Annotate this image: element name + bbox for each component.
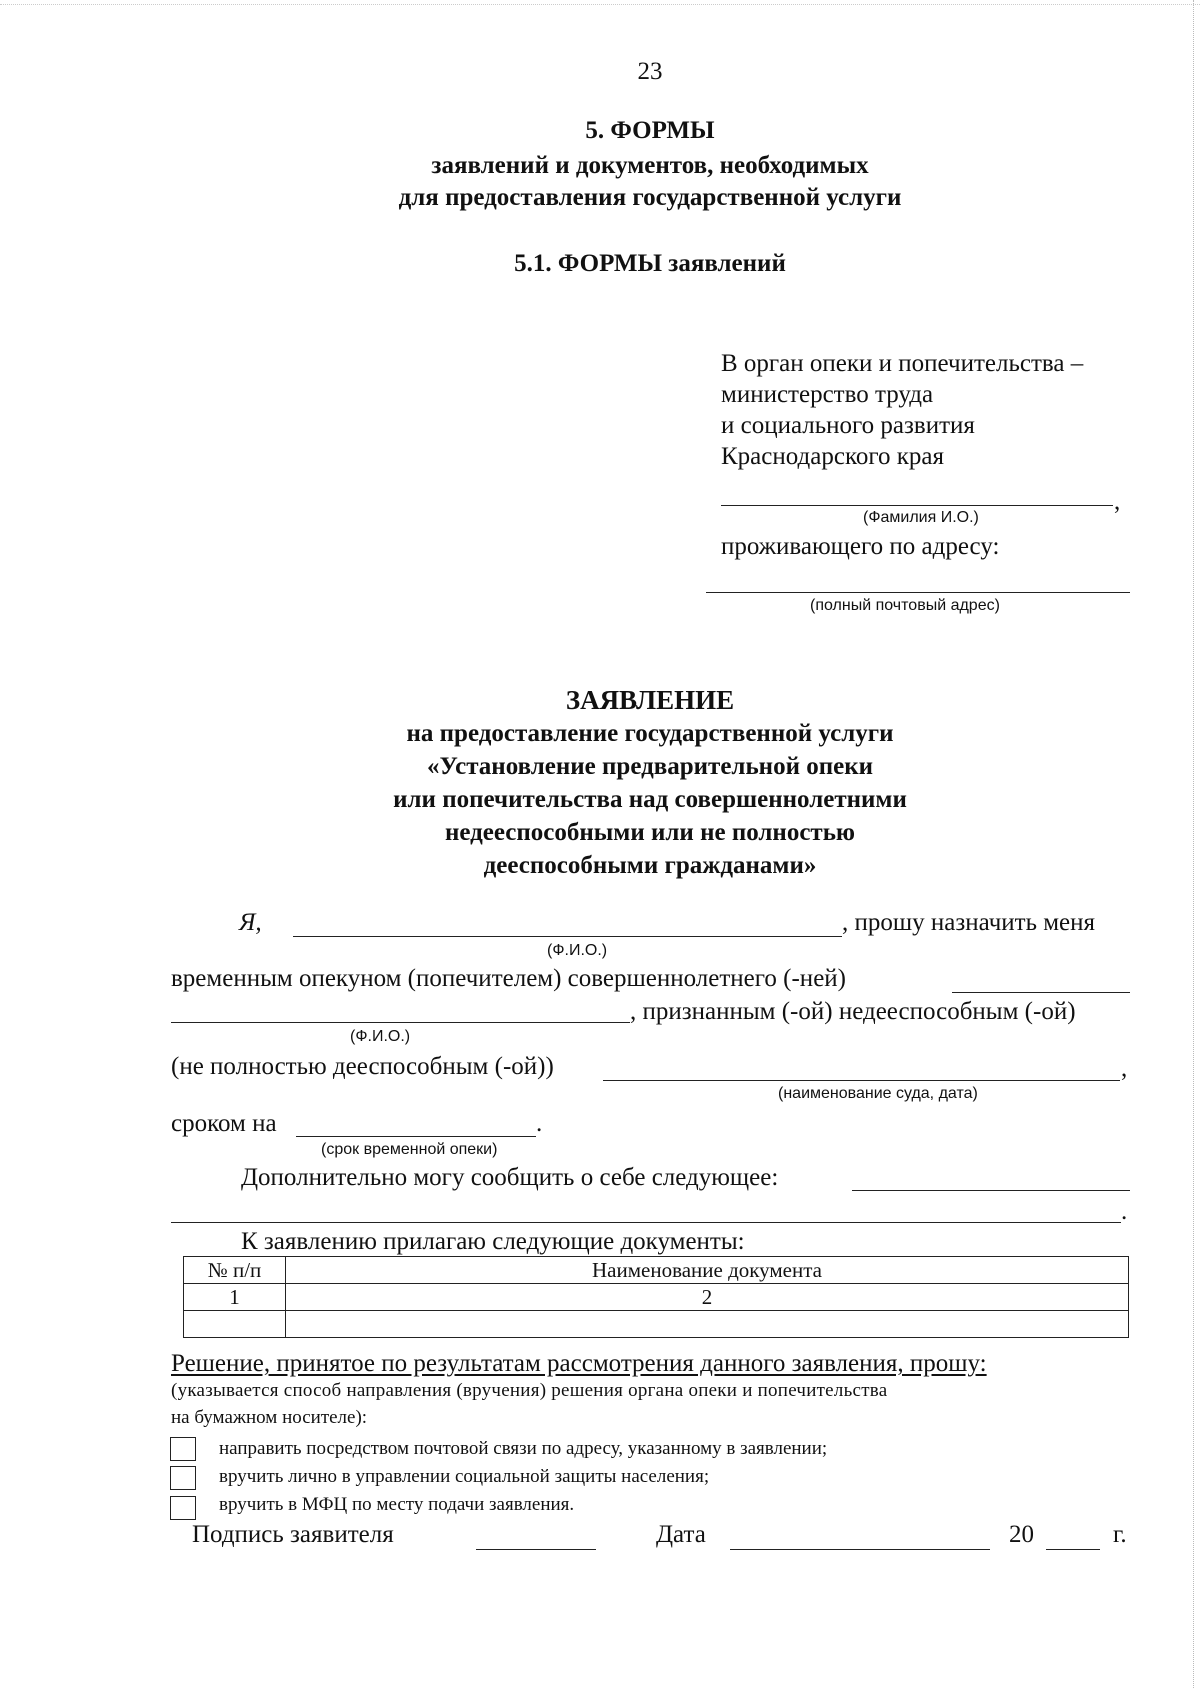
option-mail-checkbox[interactable] bbox=[170, 1437, 196, 1461]
header-number: № п/п bbox=[184, 1257, 286, 1284]
section-title: 5. ФОРМЫ bbox=[585, 117, 715, 144]
table-row bbox=[184, 1284, 1129, 1311]
title-line-4: или попечительства над совершеннолетними bbox=[393, 786, 907, 813]
title-line-5: недееспособными или не полностью bbox=[444, 819, 856, 846]
document-title: ЗАЯВЛЕНИЕ bbox=[565, 685, 735, 715]
option-in-person-checkbox[interactable] bbox=[170, 1466, 196, 1490]
addressee-line-1: В орган опеки и попечительства – bbox=[721, 350, 1084, 377]
table-cell: 1 bbox=[184, 1284, 286, 1311]
decision-note-1: (указывается способ направления (вручения) решения органа опеки и попечительства bbox=[171, 1380, 888, 1401]
title-line-2: на предоставление государственной услуги bbox=[406, 720, 894, 747]
title-line-6: дееспособными гражданами» bbox=[483, 852, 817, 879]
decision-heading: Решение, принятое по результатам рассмотрения данного заявления, прошу: bbox=[171, 1350, 987, 1377]
addressee-line-4: Краснодарского края bbox=[721, 443, 944, 470]
date-line bbox=[730, 1549, 990, 1550]
name-comma: , bbox=[1114, 488, 1121, 515]
term-label: сроком на bbox=[171, 1110, 277, 1137]
fio-caption-2: (Ф.И.О.) bbox=[350, 1028, 411, 1045]
address-label: проживающего по адресу: bbox=[721, 533, 1000, 560]
term-period: . bbox=[536, 1110, 543, 1137]
year-suffix: г. bbox=[1113, 1521, 1127, 1548]
subsection-title: 5.1. ФОРМЫ заявлений bbox=[514, 250, 786, 277]
additional-line-1 bbox=[852, 1190, 1130, 1191]
header-document-name: Наименование документа bbox=[286, 1257, 1129, 1284]
table-cell: 2 bbox=[286, 1284, 1129, 1311]
option-mfc-label: вручить в МФЦ по месту подачи заявления. bbox=[219, 1494, 575, 1515]
documents-table bbox=[183, 1256, 1129, 1338]
attach-text: К заявлению прилагаю следующие документы: bbox=[241, 1228, 745, 1255]
table-cell bbox=[286, 1311, 1129, 1338]
additional-line-2 bbox=[171, 1222, 1121, 1223]
not-fully-text: (не полностью дееспособным (-ой)) bbox=[171, 1053, 554, 1080]
court-line bbox=[603, 1080, 1120, 1081]
section-subtitle-1: заявлений и документов, необходимых bbox=[431, 152, 869, 179]
option-mail-label: направить посредством почтовой связи по адресу, указанному в заявлении; bbox=[219, 1438, 828, 1459]
term-caption: (срок временной опеки) bbox=[321, 1141, 498, 1158]
decision-note-2: на бумажном носителе): bbox=[171, 1407, 368, 1428]
title-line-3: «Установление предварительной опеки bbox=[426, 753, 874, 780]
table-header-row bbox=[184, 1257, 1129, 1284]
ya-label: Я, bbox=[239, 909, 262, 936]
request-text: , прошу назначить меня bbox=[842, 909, 1096, 936]
ward-line-1 bbox=[952, 992, 1130, 993]
additional-end-period: . bbox=[1121, 1198, 1128, 1225]
term-line bbox=[296, 1136, 536, 1137]
option-in-person-label: вручить лично в управлении социальной защиты населения; bbox=[219, 1466, 710, 1487]
scan-edge-top bbox=[0, 4, 1200, 5]
address-caption: (полный почтовый адрес) bbox=[810, 597, 1000, 614]
signature-line bbox=[476, 1549, 596, 1550]
recognized-text: , признанным (-ой) недееспособным (-ой) bbox=[630, 998, 1076, 1025]
addressee-line-3: и социального развития bbox=[721, 412, 975, 439]
table-cell bbox=[184, 1311, 286, 1338]
year-line bbox=[1046, 1549, 1100, 1550]
year-prefix: 20 bbox=[1009, 1521, 1034, 1548]
court-comma: , bbox=[1121, 1055, 1128, 1082]
addressee-line-2: министерство труда bbox=[721, 381, 934, 408]
additional-text: Дополнительно могу сообщить о себе следующее: bbox=[241, 1164, 779, 1191]
temp-guardian-text: временным опекуном (попечителем) совершеннолетнего (-ней) bbox=[171, 965, 846, 992]
date-label: Дата bbox=[656, 1521, 706, 1548]
section-subtitle-2: для предоставления государственной услуги bbox=[398, 184, 902, 211]
page-number: 23 bbox=[637, 58, 663, 85]
name-caption: (Фамилия И.О.) bbox=[863, 509, 979, 526]
name-fill-line bbox=[721, 505, 1113, 506]
court-caption: (наименование суда, дата) bbox=[778, 1085, 978, 1102]
fio-caption: (Ф.И.О.) bbox=[547, 942, 608, 959]
address-fill-line bbox=[706, 592, 1130, 593]
table-row bbox=[184, 1311, 1129, 1338]
ward-fio-line bbox=[171, 1022, 630, 1023]
signature-label: Подпись заявителя bbox=[192, 1521, 394, 1548]
option-mfc-checkbox[interactable] bbox=[170, 1496, 196, 1520]
applicant-fio-line bbox=[293, 936, 842, 937]
